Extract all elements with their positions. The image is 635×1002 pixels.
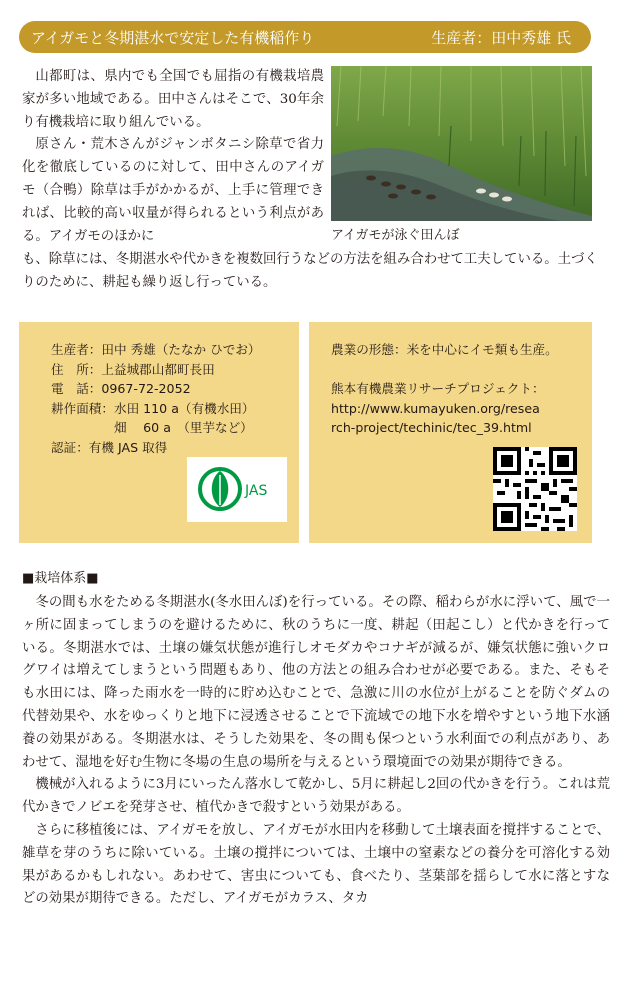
title-banner [19, 21, 591, 53]
intro-paragraph-continued: も、除草には、冬期湛水や代かきを複数回行うなどの方法を組み合わせて工夫している。土づくりのために、耕起も繰り返し行っている。 [22, 252, 598, 290]
phone-value: 0967-72-2052 [101, 381, 191, 396]
intro-paragraph-1: 山都町は、県内でも全国でも屈指の有機栽培農家が多い地域である。田中さんはそこで、30年余り有機栽培に取り組んでいる。 [22, 69, 324, 130]
intro-paragraph-top [22, 66, 324, 248]
intro-paragraph-2: 原さん・荒木さんがジャンボタニシ除草で省力化を徹底しているのに対して、田中さんのアイガモ（合鴨）除草は手がかかるが、上手に管理できれば、比較的高い収量が得られるという利点がある。アイガモのほかに [22, 137, 324, 244]
producer-row [51, 340, 299, 360]
qr-code-icon[interactable] [493, 447, 577, 531]
photo-caption: アイガモが泳ぐ田んぼ [331, 228, 460, 243]
paddy-illustration [331, 66, 592, 221]
page-title: アイガモと冬期湛水で安定した有機稲作り [31, 28, 315, 47]
farming-form-label: 農業の形態： [331, 342, 407, 357]
cert-label: 認証： [51, 439, 89, 455]
phone-row [51, 379, 299, 399]
cultivation-body [22, 592, 610, 911]
address-value: 上益城郡山都町長田 [101, 361, 215, 377]
farming-form-row [331, 340, 592, 360]
cert-row [51, 438, 299, 458]
project-name: 熊本有機農業リサーチプロジェクト： [331, 381, 545, 396]
producer-value: 田中 秀雄（たなか ひでお） [101, 342, 261, 357]
area-field-row [51, 418, 299, 438]
address-row [51, 360, 299, 380]
project-url-line2[interactable]: rch-project/techinic/tec_39.html [331, 420, 532, 435]
producer-name: 生産者：田中秀雄 氏 [431, 28, 571, 47]
area-row [51, 399, 299, 419]
cert-value: 有機 JAS 取得 [88, 439, 168, 455]
jas-mark-icon [187, 457, 287, 522]
jas-logo [187, 457, 287, 522]
project-url-line1[interactable]: http://www.kumayuken.org/resea [331, 400, 540, 416]
area-paddy-value: 水田 110 a（有機水田） [113, 400, 255, 416]
cultivation-paragraph-3: さらに移植後には、アイガモを放し、アイガモが水田内を移動して土壌表面を撹拌することで、雑草を芽のうちに除いている。土壌の撹拌については、土壌中の窒素などの養分を可溶化する効果があるかもしれない。あわせて、害虫についても、食べたり、茎葉部を揺らして水に落とすなどの効果が期待できる。ただし、アイガモがカラス、タカ [22, 822, 610, 907]
address-label: 住 所： [51, 361, 102, 377]
cultivation-heading: ■栽培体系■ [22, 571, 99, 586]
qr-code-graphic [493, 447, 577, 531]
area-label: 耕作面積： [51, 400, 114, 416]
phone-label: 電 話： [51, 381, 102, 396]
jas-logo-text: JAS [245, 483, 268, 499]
cultivation-paragraph-1: 冬の間も水をためる冬期湛水(冬水田んぼ)を行っている。その際、稲わらが水に浮いて、風で一ヶ所に固まってしまうのを避けるために、秋のうちに一度、耕起（田起こし）と代かきを行っている。冬期湛水では、土壌の嫌気状態が進行しオモダカやコナギが減るが、嫌気状態に強いクログワイは増えてしまうという問題もあり、他の方法との組み合わせが必要である。また、そもそも水田には、降った雨水を一時的に貯め込むことで、急激に川の水位が上がることを防ぐダムの代替効果や、水をゆっくりと地下に浸透させることで下流域での地下水を増やすという地下水涵養の効果がある。冬期湛水は、そうした効果を、冬の間も保つという水利面での利点があり、あわせて、湿地を好む生物に冬場の生息の場所を与えるという環境面での効果が期待できる。 [22, 595, 610, 770]
farming-form-value: 米を中心にイモ類も生産。 [406, 342, 558, 357]
cultivation-paragraph-2: 機械が入れるように3月にいったん落水して乾かし、5月に耕起し2回の代かきを行う。これは荒代かきでノビエを発芽させ、植代かきで殺すという効果がある。 [22, 777, 610, 816]
rice-paddy-photo [331, 66, 592, 221]
area-field-value: 畑 60 a （里芋など） [113, 420, 253, 435]
producer-label: 生産者： [51, 342, 102, 357]
